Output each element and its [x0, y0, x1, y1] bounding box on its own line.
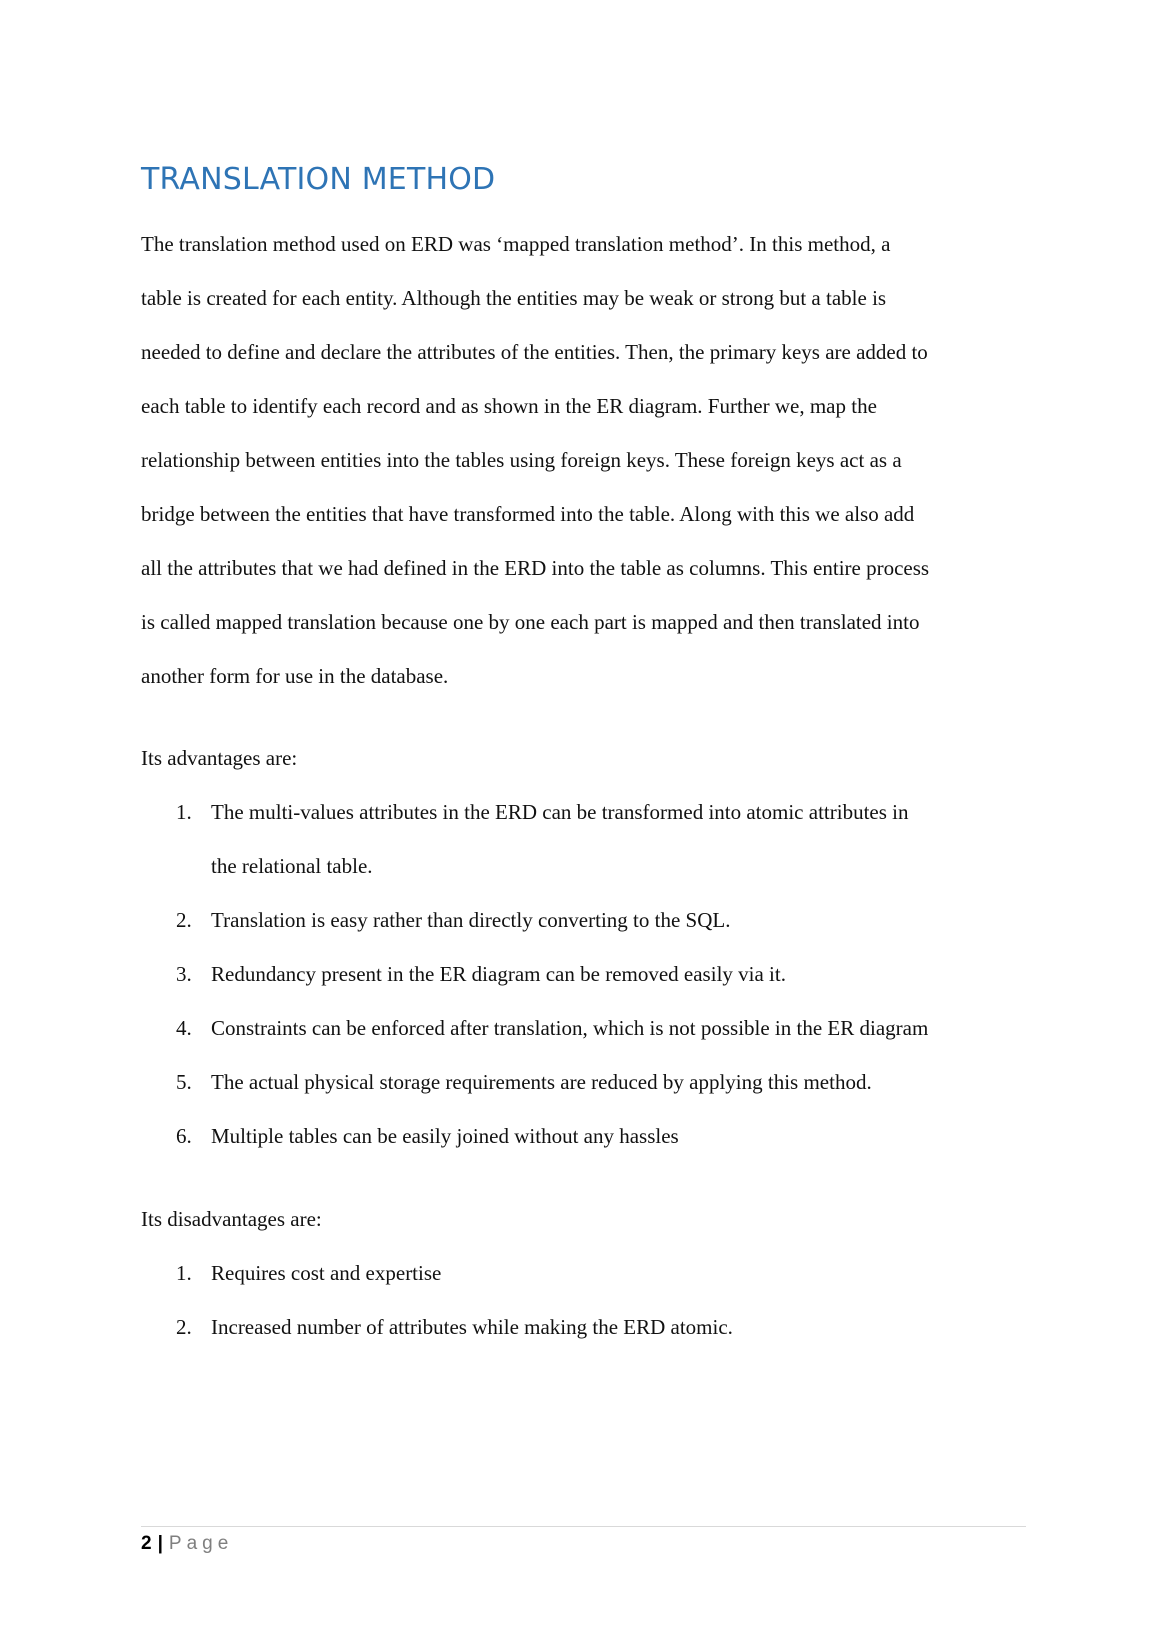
- intro-line: all the attributes that we had defined in the ERD into the table as columns. This entire process: [141, 556, 930, 580]
- footer-divider: [141, 1526, 1026, 1527]
- advantages-label-text: Its advantages are:: [141, 746, 298, 770]
- list-item: [141, 947, 1031, 1001]
- list-item-text: Multiple tables can be easily joined without any hassles: [211, 1124, 679, 1148]
- list-item: [141, 893, 1031, 947]
- intro-line: each table to identify each record and as shown in the ER diagram. Further we, map the: [141, 394, 877, 418]
- intro-line: table is created for each entity. Although the entities may be weak or strong but a table is: [141, 286, 887, 310]
- intro-line: needed to define and declare the attributes of the entities. Then, the primary keys are added to: [141, 340, 928, 364]
- list-number: 2.: [176, 1315, 192, 1339]
- advantages-label: [141, 731, 1031, 785]
- list-number: 4.: [176, 1016, 192, 1040]
- page-label: Page: [168, 1533, 234, 1554]
- intro-line: The translation method used on ERD was ‘mapped translation method’. In this method, a: [141, 232, 891, 256]
- list-number: 1.: [176, 800, 192, 824]
- list-number: 2.: [176, 908, 192, 932]
- list-number: 3.: [176, 962, 192, 986]
- intro-line: another form for use in the database.: [141, 664, 449, 688]
- intro-line: is called mapped translation because one by one each part is mapped and then translated into: [141, 610, 920, 634]
- list-item-text: Redundancy present in the ER diagram can be removed easily via it.: [211, 962, 786, 986]
- list-item-text: Requires cost and expertise: [211, 1261, 442, 1285]
- list-item-text: the relational table.: [211, 854, 373, 878]
- section-heading: TRANSLATION METHOD: [141, 162, 496, 197]
- list-item-text: Translation is easy rather than directly converting to the SQL.: [211, 908, 731, 932]
- footer-separator: |: [157, 1533, 163, 1554]
- list-item-text: The actual physical storage requirements are reduced by applying this method.: [211, 1070, 872, 1094]
- page-number: 2: [141, 1533, 152, 1554]
- disadvantages-label-text: Its disadvantages are:: [141, 1207, 322, 1231]
- list-item: [141, 1246, 1031, 1300]
- intro-paragraph: [141, 217, 1031, 703]
- list-item: [141, 785, 1031, 893]
- advantages-list: [141, 785, 1031, 1163]
- list-number: 5.: [176, 1070, 192, 1094]
- list-item: [141, 1055, 1031, 1109]
- list-item-text: Constraints can be enforced after translation, which is not possible in the ER diagram: [211, 1016, 929, 1040]
- list-item: [141, 1300, 1031, 1354]
- list-number: 1.: [176, 1261, 192, 1285]
- intro-line: relationship between entities into the tables using foreign keys. These foreign keys act as a: [141, 448, 902, 472]
- list-item-text: The multi-values attributes in the ERD can be transformed into atomic attributes in: [211, 800, 909, 824]
- page-footer: [141, 1530, 233, 1558]
- list-number: 6.: [176, 1124, 192, 1148]
- list-item: [141, 1109, 1031, 1163]
- intro-line: bridge between the entities that have transformed into the table. Along with this we also add: [141, 502, 915, 526]
- list-item-text: Increased number of attributes while making the ERD atomic.: [211, 1315, 733, 1339]
- disadvantages-label: [141, 1192, 1031, 1246]
- disadvantages-list: [141, 1246, 1031, 1354]
- list-item: [141, 1001, 1031, 1055]
